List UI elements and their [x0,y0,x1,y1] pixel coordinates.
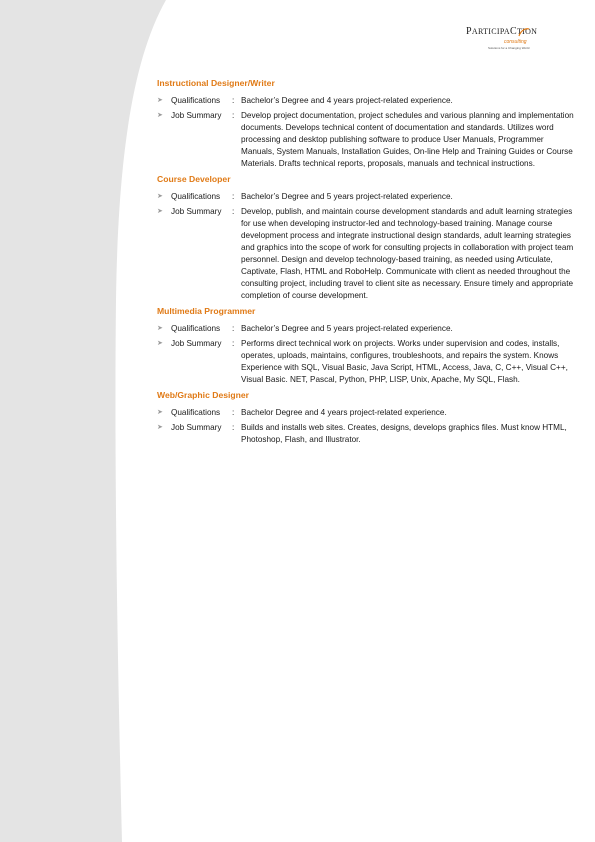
job-summary-value: Develop project documentation, project schedules and various planning and implementation documents. Develops technical content of documentation and standards. Utilizes word processing and desktop publishing software to produce User Manuals, Programmer Manuals, System Manuals, Installation Guides, On-line Help and Training Guides or Course Materials. Drafts technical reports, proposals, manuals and technical instructions. [241,111,574,168]
section-course-developer [157,174,575,302]
arrow-bullet-icon: ➤ [157,409,163,416]
company-logo [466,26,558,56]
job-summary-label: Job Summary [171,207,222,216]
arrow-bullet-icon: ➤ [157,424,163,431]
job-summary-value: Performs direct technical work on projects. Works under supervision and codes, installs, operates, uploads, maintains, configures, troubleshoots, and repairs the system. Knows Experience with SQL, Visual Basic, Java Script, HTML, Access, Java, C, C++, Visual C++, Visual Basic. NET, Pascal, Python, PHP, LISP, Unix, Apache, My SQL, Flash. [241,339,568,384]
job-summary-value: Develop, publish, and maintain course development standards and adult learning strategies for use when developing instructor-led and technology-based training. Manage course development process and integrate instructional design standards, adult learning strategies and graphics into the scope of work for consulting projects in collaboration with project team personnel. Design and develop technology-based training, as needed using Articulate, Captivate, Flash, HTML and RoboHelp. Communicate with client as needed throughout the consulting project, including travel to client site as necessary. Ensure timely and appropriate completion of course development. [241,207,574,300]
job-summary-row [157,422,575,446]
qualifications-value: Bachelor Degree and 4 years project-related experience. [241,408,447,417]
colon: : [232,96,235,105]
qualifications-row [157,191,575,203]
colon: : [232,324,235,333]
section-multimedia-programmer [157,306,575,386]
qualifications-label: Qualifications [171,408,221,417]
logo-sub: consulting [504,39,527,45]
section-title: Web/Graphic Designer [157,390,250,400]
qualifications-row [157,95,575,107]
section-title: Multimedia Programmer [157,306,256,316]
arrow-bullet-icon: ➤ [157,325,163,332]
colon: : [232,423,235,432]
logo-tagline: Solutions for a Changing World [488,46,530,50]
qualifications-label: Qualifications [171,96,221,105]
qualifications-value: Bachelor’s Degree and 4 years project-related experience. [241,96,453,105]
qualifications-value: Bachelor’s Degree and 5 years project-related experience. [241,192,453,201]
colon: : [232,408,235,417]
qualifications-label: Qualifications [171,192,221,201]
job-summary-row [157,338,575,386]
arrow-bullet-icon: ➤ [157,112,163,119]
job-summary-value: Builds and installs web sites. Creates, designs, develops graphics files. Must know HTML, Photoshop, Flash, and Illustrator. [241,423,567,444]
job-summary-label: Job Summary [171,111,222,120]
arrow-bullet-icon: ➤ [157,97,163,104]
job-summary-label: Job Summary [171,339,222,348]
section-instructional-designer [157,78,575,170]
section-web-graphic-designer [157,390,575,446]
logo-wordmark: PARTICIPACTION [466,26,538,37]
section-title: Instructional Designer/Writer [157,78,275,88]
section-title: Course Developer [157,174,231,184]
qualifications-row [157,323,575,335]
colon: : [232,207,235,216]
job-descriptions [157,78,575,450]
job-summary-label: Job Summary [171,423,222,432]
arrow-bullet-icon: ➤ [157,193,163,200]
arrow-bullet-icon: ➤ [157,208,163,215]
arrow-bullet-icon: ➤ [157,340,163,347]
qualifications-label: Qualifications [171,324,221,333]
job-summary-row [157,110,575,170]
qualifications-row [157,407,575,419]
logo-swoosh-icon [518,28,530,37]
job-summary-row [157,206,575,302]
colon: : [232,111,235,120]
colon: : [232,339,235,348]
qualifications-value: Bachelor’s Degree and 5 years project-related experience. [241,324,453,333]
colon: : [232,192,235,201]
